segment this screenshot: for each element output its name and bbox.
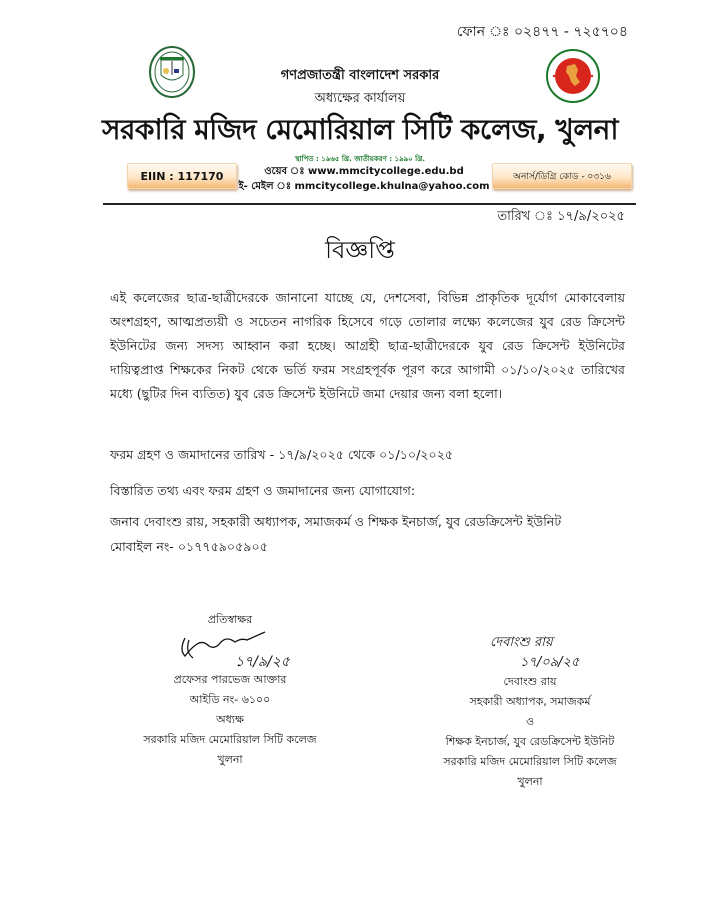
- teacher-signature-image: [450, 630, 610, 672]
- phone-number: ফোন ঃ ০২৪৭৭ - ৭২৫৭০৪: [456, 24, 628, 40]
- teacher-signature-block: [400, 630, 660, 792]
- teacher-institution: সরকারি মজিদ মেমোরিয়াল সিটি কলেজ: [443, 755, 617, 768]
- teacher-conjunction: ও: [525, 715, 535, 728]
- principal-city: খুলনা: [217, 753, 243, 766]
- established-info: স্থাপিত : ১৯৬৫ খ্রি. জাতীয়করণ : ১৯৯০ খ্রি.: [294, 155, 426, 163]
- principal-institution: সরকারি মজিদ মেমোরিয়াল সিটি কলেজ: [143, 733, 317, 746]
- principal-signature-date: ১৭/৯/২৫: [235, 654, 290, 670]
- teacher-name: দেবাংশু রায়: [503, 675, 557, 688]
- notice-heading: বিজ্ঞপ্তি: [325, 236, 395, 264]
- teacher-title: সহকারী অধ্যাপক, সমাজকর্ম: [469, 695, 591, 708]
- form-dates: ফরম গ্রহণ ও জমাদানের তারিখ - ১৭/৯/২০২৫ থেকে ০১/১০/২০২৫: [110, 447, 454, 462]
- website: ওয়েব ঃ www.mmcitycollege.edu.bd: [264, 166, 464, 177]
- email: ই- মেইল ঃ mmcitycollege.khulna@yahoo.com: [238, 181, 490, 192]
- principal-signature-image: [155, 630, 305, 670]
- principal-title: অধ্যক্ষ: [216, 713, 244, 726]
- contact-mobile: মোবাইল নং- ০১৭৭৫৯০৫৯০৫: [110, 539, 268, 554]
- principal-id: আইডি নং- ৬১০০: [189, 693, 271, 706]
- teacher-signature-name: দেবাংশু রায়: [490, 635, 553, 650]
- eiin-badge: EIIN : 117170: [127, 163, 237, 189]
- notice-body: এই কলেজের ছাত্র-ছাত্রীদেরকে জানানো যাচ্ছে যে, দেশসেবা, বিভিন্ন প্রাকৃতিক দূর্যোগ মোকাবেলায় অংশগ্রহণ, আত্মপ্রত্যয়ী ও সচেতন নাগরিক হিসেবে গড়ে তোলার লক্ষ্যে কলেজের যুব রেড ক্রিসেন্ট ইউনিটের জন্য সদস্য আহ্বান করা হচ্ছে। আগ্রহী ছাত্র-ছাত্রীদেরকে যুব রেড ক্রিসেন্ট ইউনিটের দায়িত্বপ্রাপ্ত শিক্ষকের নিকট থেকে ভর্তি ফরম সংগ্রহপূর্বক পূরণ করে আগামী ০১/১০/২০২৫ তারিখের মধ্যে (ছুটির দিন ব্যতিত) যুব রেড ক্রিসেন্ট ইউনিটে জমা দেয়ার জন্য বলা হলো।: [110, 290, 625, 401]
- notice-date: তারিখ ঃ ১৭/৯/২০২৫: [497, 209, 625, 224]
- degree-code-badge: অনার্স/ডিগ্রি কোড - ০৩১৬: [492, 163, 632, 189]
- header-divider: [103, 203, 636, 205]
- government-name: গণপ্রজাতন্ত্রী বাংলাদেশ সরকার: [280, 68, 440, 83]
- teacher-city: খুলনা: [517, 775, 543, 788]
- countersign-label: প্রতিস্বাক্ষর: [207, 613, 253, 626]
- teacher-role: শিক্ষক ইনচার্জ, যুব রেডক্রিসেন্ট ইউনিট: [445, 735, 615, 748]
- principal-signature-block: [100, 610, 360, 770]
- contact-person: জনাব দেবাংশু রায়, সহকারী অধ্যাপক, সমাজকর্ম ও শিক্ষক ইনচার্জ, যুব রেডক্রিসেন্ট ইউনিট: [110, 514, 562, 529]
- contact-intro: বিস্তারিত তথ্য এবং ফরম গ্রহণ ও জমাদানের জন্য যোগাযোগ:: [110, 483, 416, 498]
- principal-name: প্রফেসর পারভেজ আক্তার: [173, 673, 287, 686]
- teacher-signature-date: ১৭/০৯/২৫: [520, 655, 580, 670]
- college-name: সরকারি মজিদ মেমোরিয়াল সিটি কলেজ, খুলনা: [101, 113, 619, 146]
- office-name: অধ্যক্ষের কার্যালয়: [314, 91, 406, 106]
